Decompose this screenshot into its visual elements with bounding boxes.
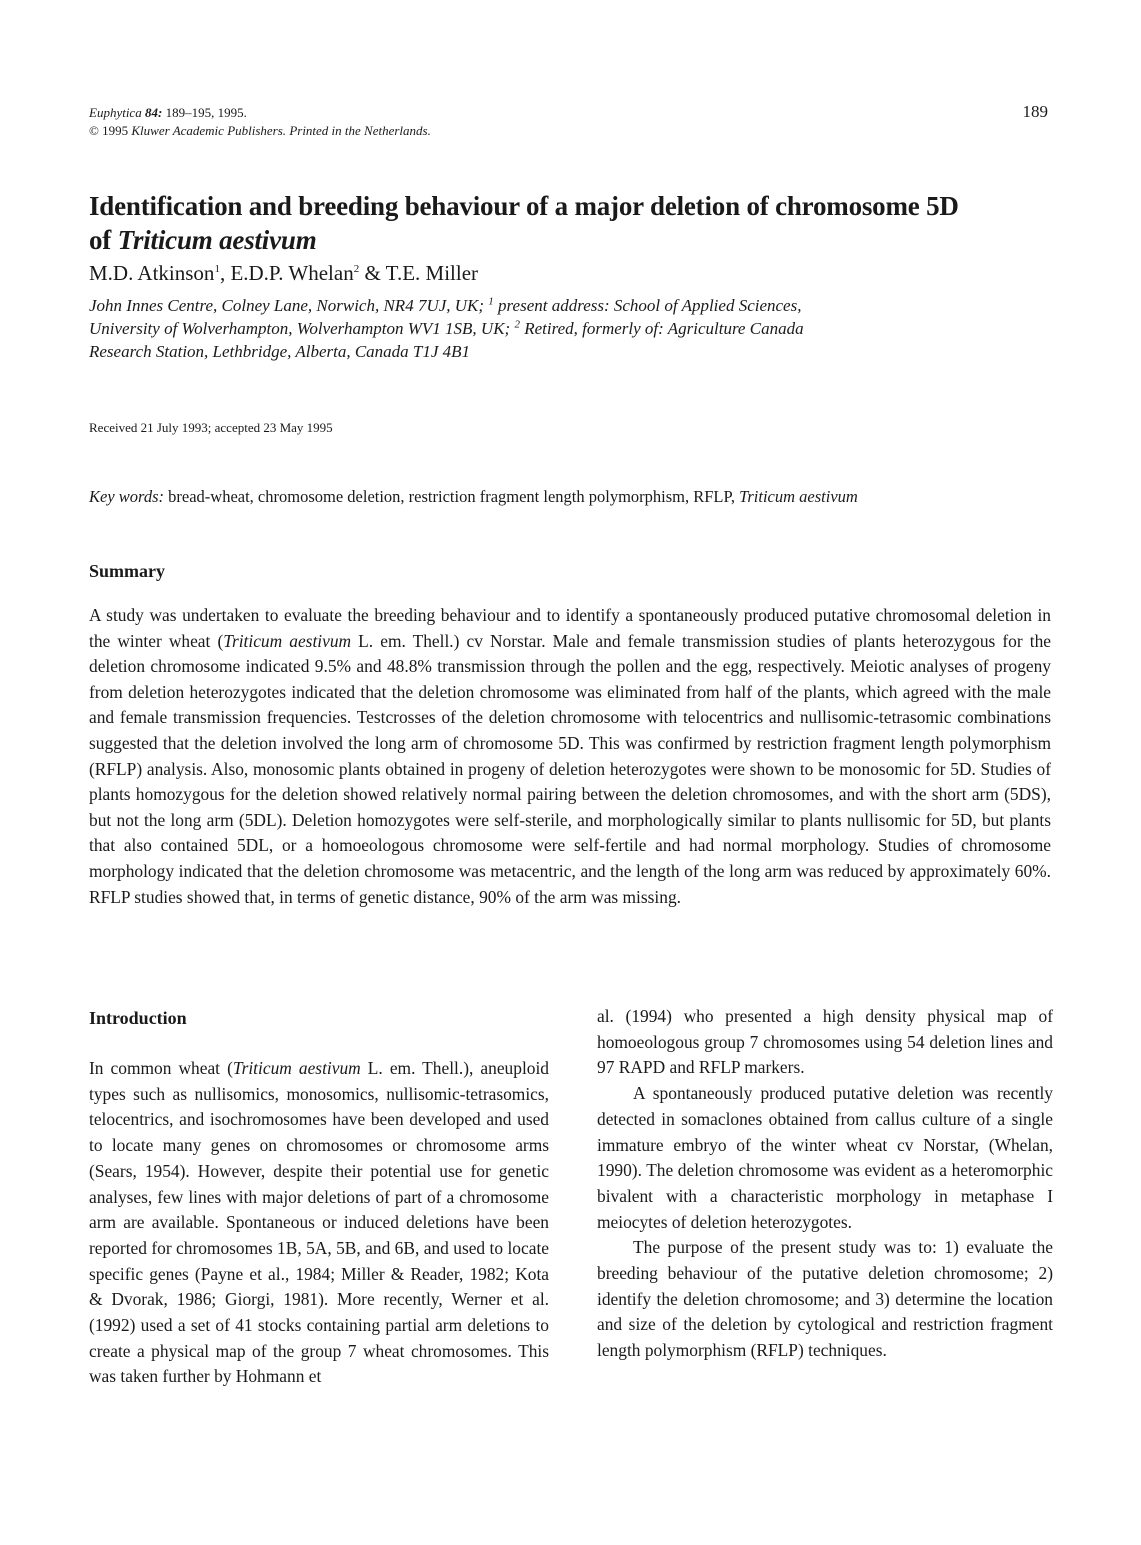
intro-paragraph: A spontaneously produced putative deletion was recently detected in somaclones obtained from callus culture of a single immature embryo of the winter wheat cv Norstar, (Whelan, 1990). The deletion chromosome was evident as a heteromorphic bivalent with a characteristic morphology in metaphase I meiocytes of deletion heterozygotes. — [597, 1083, 1053, 1232]
affiliation-line — [89, 317, 1089, 340]
affiliation-text: University of Wolverhampton, Wolverhampton WV1 1SB, UK; — [89, 319, 515, 338]
affiliation-line: Research Station, Lethbridge, Alberta, Canada T1J 4B1 — [89, 342, 471, 361]
affiliation-sup: 2 — [514, 318, 520, 331]
intro-species: Triticum aestivum — [232, 1058, 361, 1078]
intro-paragraph: al. (1994) who presented a high density physical map of homoeologous group 7 chromosomes using 54 deletion lines and 97 RAPD and RFLP markers. — [597, 1006, 1053, 1078]
author-sep: & — [359, 261, 386, 285]
author-sep: , — [219, 261, 231, 285]
intro-text: In common wheat ( — [89, 1058, 233, 1078]
title-species: Triticum aestivum — [117, 225, 317, 255]
journal-citation — [89, 104, 247, 122]
keywords-species: Triticum aestivum — [739, 487, 858, 506]
author-whelan: E.D.P. Whelan — [230, 261, 354, 285]
intro-paragraph — [89, 1056, 549, 1390]
article-title — [89, 189, 1069, 257]
author-atkinson: M.D. Atkinson — [89, 261, 215, 285]
introduction-heading: Introduction — [89, 1008, 187, 1028]
intro-right-column — [597, 1004, 1053, 1364]
summary-species: Triticum aestivum — [223, 630, 352, 651]
affiliation-text: John Innes Centre, Colney Lane, Norwich, NR4 7UJ, UK; — [89, 296, 489, 315]
page-number: 189 — [1022, 102, 1048, 121]
summary-paragraph — [89, 603, 1051, 910]
summary-text: A study was undertaken to evaluate the breeding behaviour and to identify a spontaneously produced putative chromosomal deletion in the winter wheat ( — [89, 605, 1051, 651]
keywords-label: Key words: — [89, 487, 165, 506]
keywords — [89, 486, 858, 508]
printed-in: Printed in the Netherlands. — [289, 123, 431, 138]
summary-text: L. em. Thell.) cv Norstar. Male and female transmission studies of plants heterozygous for the deletion chromosome indicated 9.5% and 48.8% transmission through the pollen and the egg, respectively. Meiotic analyses of progeny from deletion heterozygotes indicated that the deletion chromosome was eliminated from half of the plants, which agreed with the male and female transmission frequencies. Testcrosses of the deletion chromosome with telocentrics and nullisomic-tetrasomic combinations suggested that the deletion involved the long arm of chromosome 5D. This was confirmed by restriction fragment length polymorphism (RFLP) analysis. Also, monosomic plants obtained in progeny of deletion heterozygotes were shown to be monosomic for 5D. Studies of plants homozygous for the deletion showed relatively normal pairing between the deletion chromosomes, and with the short arm (5DS), but not the long arm (5DL). Deletion homozygotes were self-sterile, and morphologically similar to plants nullisomic for 5D, but plants that also contained 5DL, or a homoeologous chromosome were self-fertile and had normal morphology. Studies of chromosome morphology indicated that the deletion chromosome was metacentric, and the length of the long arm was reduced by approximately 60%. RFLP studies showed that, in terms of genetic distance, 90% of the arm was missing. — [89, 630, 1051, 907]
author-affil-2: 2 — [353, 263, 360, 275]
affiliation-text: Retired, formerly of: Agriculture Canada — [519, 319, 804, 338]
affiliation-sup: 1 — [488, 295, 494, 308]
journal-volume: 84: — [144, 105, 163, 120]
intro-text: L. em. Thell.), aneuploid types such as nullisomics, monosomics, nullisomic-tetrasomics, telocentrics, and isochromosomes have been developed and used to locate many genes on chromosomes or chromosome arms (Sears, 1954). However, despite their potential use for genetic analyses, few lines with major deletions of part of a chromosome arm are available. Spontaneous or induced deletions have been reported for chromosomes 1B, 5A, 5B, and 6B, and used to locate specific genes (Payne et al., 1984; Miller & Reader, 1982; Kota & Dvorak, 1986; Giorgi, 1981). More recently, Werner et al. (1992) used a set of 41 stocks containing partial arm deletions to create a physical map of the group 7 wheat chromosomes. This was taken further by Hohmann et — [89, 1058, 550, 1387]
title-of: of — [89, 225, 112, 255]
affiliation — [89, 294, 1089, 363]
affiliation-line — [89, 294, 1089, 317]
affiliation-text: present address: School of Applied Sciences, — [493, 296, 802, 315]
publisher: Kluwer Academic Publishers. — [131, 123, 287, 138]
received-date: Received 21 July 1993; accepted 23 May 1995 — [89, 420, 333, 435]
copyright-year: 1995 — [102, 123, 129, 138]
title-line-2 — [89, 223, 1069, 257]
journal-name: Euphytica — [89, 105, 142, 120]
author-affil-1: 1 — [214, 263, 220, 275]
summary-heading: Summary — [89, 561, 165, 581]
keywords-list: bread-wheat, chromosome deletion, restriction fragment length polymorphism, RFLP, — [164, 487, 740, 506]
author-list — [89, 260, 478, 286]
copyright-symbol: © — [89, 123, 99, 138]
journal-pages: 189–195, 1995. — [165, 105, 247, 120]
intro-paragraph: The purpose of the present study was to: 1) evaluate the breeding behaviour of the putative deletion chromosome; 2) identify the deletion chromosome; and 3) determine the location and size of the deletion by cytological and restriction fragment length polymorphism (RFLP) techniques. — [597, 1237, 1053, 1361]
title-line-1: Identification and breeding behaviour of a major deletion of chromosome 5D — [89, 191, 959, 221]
author-miller: T.E. Miller — [385, 261, 479, 285]
copyright-line — [89, 122, 431, 140]
intro-left-column — [89, 1056, 549, 1390]
